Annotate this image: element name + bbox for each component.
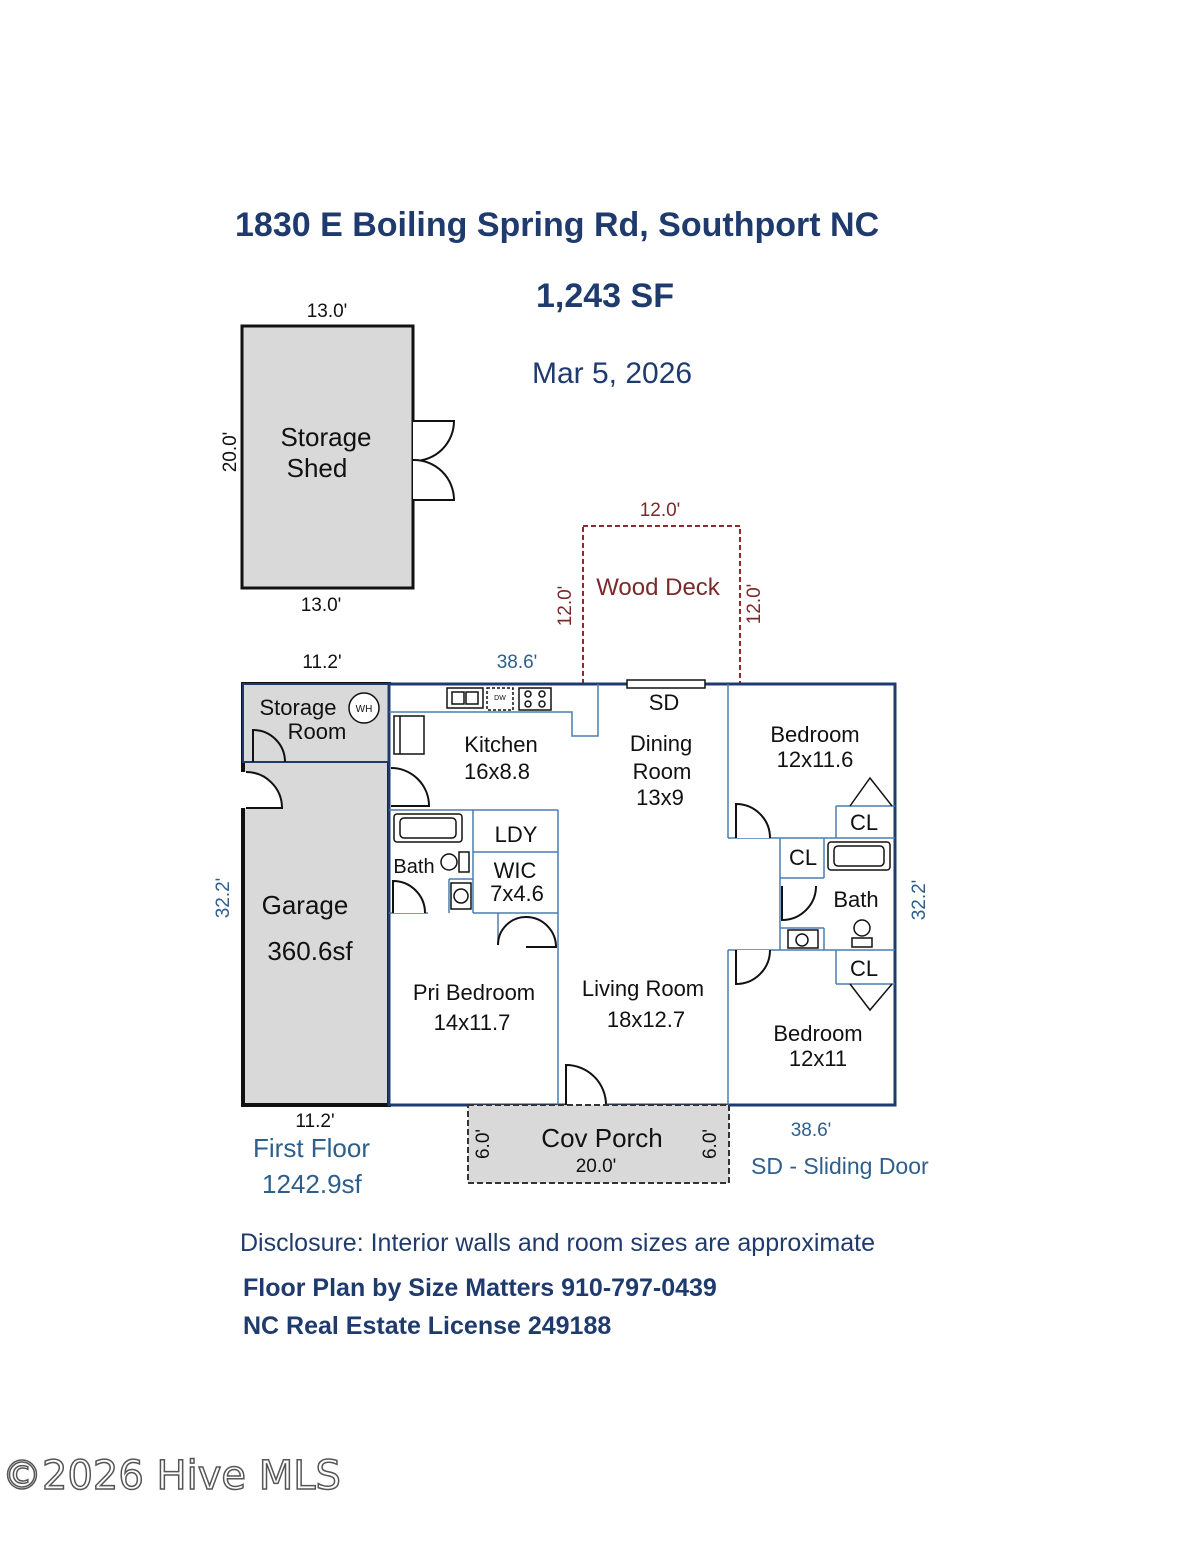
deck-dim-top: 12.0' <box>639 500 681 521</box>
storage-shed <box>242 326 454 588</box>
pri-bedroom-size: 14x11.7 <box>433 1010 511 1035</box>
total-area: 1,243 SF <box>536 277 674 315</box>
closet2-label: CL <box>788 845 818 870</box>
dining-label-2: Room <box>632 759 692 784</box>
pri-bedroom-label: Pri Bedroom <box>412 980 536 1005</box>
left-bath-label: Bath <box>393 856 435 878</box>
house-dim-bottom-right: 38.6' <box>790 1120 832 1141</box>
house-dim-right: 32.2' <box>909 879 930 921</box>
sliding-door-label: SD <box>648 690 680 715</box>
kitchen-size: 16x8.8 <box>463 759 531 784</box>
dining-size: 13x9 <box>636 785 684 810</box>
wic-label: WIC <box>493 858 537 883</box>
legend-sliding-door: SD - Sliding Door <box>751 1153 929 1179</box>
house-dim-top: 38.6' <box>496 652 538 673</box>
closet1-label: CL <box>849 810 879 835</box>
sliding-door <box>627 680 705 688</box>
laundry-label: LDY <box>494 822 538 847</box>
porch-label: Cov Porch <box>541 1123 663 1153</box>
shed-door-upper <box>413 421 454 461</box>
house-dim-bottom-left: 11.2' <box>295 1111 335 1132</box>
bedroom2-size: 12x11 <box>788 1046 848 1071</box>
sink-bowl <box>466 692 478 704</box>
shed-dim-bottom: 13.0' <box>300 595 342 616</box>
floor-label: First Floor <box>253 1133 370 1163</box>
porch-dim-right: 6.0' <box>700 1128 721 1160</box>
bedroom1-size: 12x11.6 <box>776 747 854 772</box>
floor-area: 1242.9sf <box>262 1169 362 1199</box>
living-room-size: 18x12.7 <box>606 1007 686 1032</box>
closet3-label: CL <box>849 956 879 981</box>
shed-dim-left: 20.0' <box>220 431 241 473</box>
right-bath-label: Bath <box>833 887 879 912</box>
license-text: NC Real Estate License 249188 <box>243 1312 612 1340</box>
house-dim-top-left: 11.2' <box>302 652 342 673</box>
dishwasher-label: DW <box>494 695 506 702</box>
toilet-icon <box>854 920 870 936</box>
disclosure-text: Disclosure: Interior walls and room sizes are approximate <box>240 1229 875 1257</box>
plan-date: Mar 5, 2026 <box>532 357 693 390</box>
deck-dim-right: 12.0' <box>744 583 765 625</box>
toilet-icon <box>441 854 457 870</box>
garage-label: Garage <box>261 890 349 920</box>
stove-icon <box>519 688 551 710</box>
watermark: ©2026 Hive MLS <box>2 1453 341 1499</box>
sink-bowl <box>452 692 464 704</box>
garage-size: 360.6sf <box>267 936 353 966</box>
shed-label-line1: Storage <box>280 422 372 452</box>
porch-dim-left: 6.0' <box>473 1128 494 1160</box>
water-heater-label: WH <box>355 704 373 715</box>
deck-label: Wood Deck <box>596 574 720 601</box>
property-address: 1830 E Boiling Spring Rd, Southport NC <box>235 206 880 244</box>
bedroom2-label: Bedroom <box>773 1021 863 1046</box>
storage-room-label-1: Storage <box>259 695 337 720</box>
wic-size: 7x4.6 <box>490 881 544 906</box>
deck-dim-left: 12.0' <box>555 585 576 627</box>
house-dim-left: 32.2' <box>213 877 234 919</box>
garage-side-opening <box>239 772 247 808</box>
bedroom1-label: Bedroom <box>770 722 860 747</box>
credit-text: Floor Plan by Size Matters 910-797-0439 <box>243 1274 717 1302</box>
shed-door-lower <box>413 460 454 500</box>
living-room-label: Living Room <box>581 976 705 1001</box>
dining-label-1: Dining <box>629 731 693 756</box>
storage-room-label-2: Room <box>287 719 347 744</box>
porch-dim-bottom: 20.0' <box>575 1156 617 1177</box>
wood-deck <box>583 526 740 684</box>
shed-label-line2: Shed <box>286 453 348 483</box>
refrigerator-icon <box>394 716 424 754</box>
kitchen-label: Kitchen <box>464 732 538 757</box>
shed-dim-top: 13.0' <box>306 301 348 322</box>
